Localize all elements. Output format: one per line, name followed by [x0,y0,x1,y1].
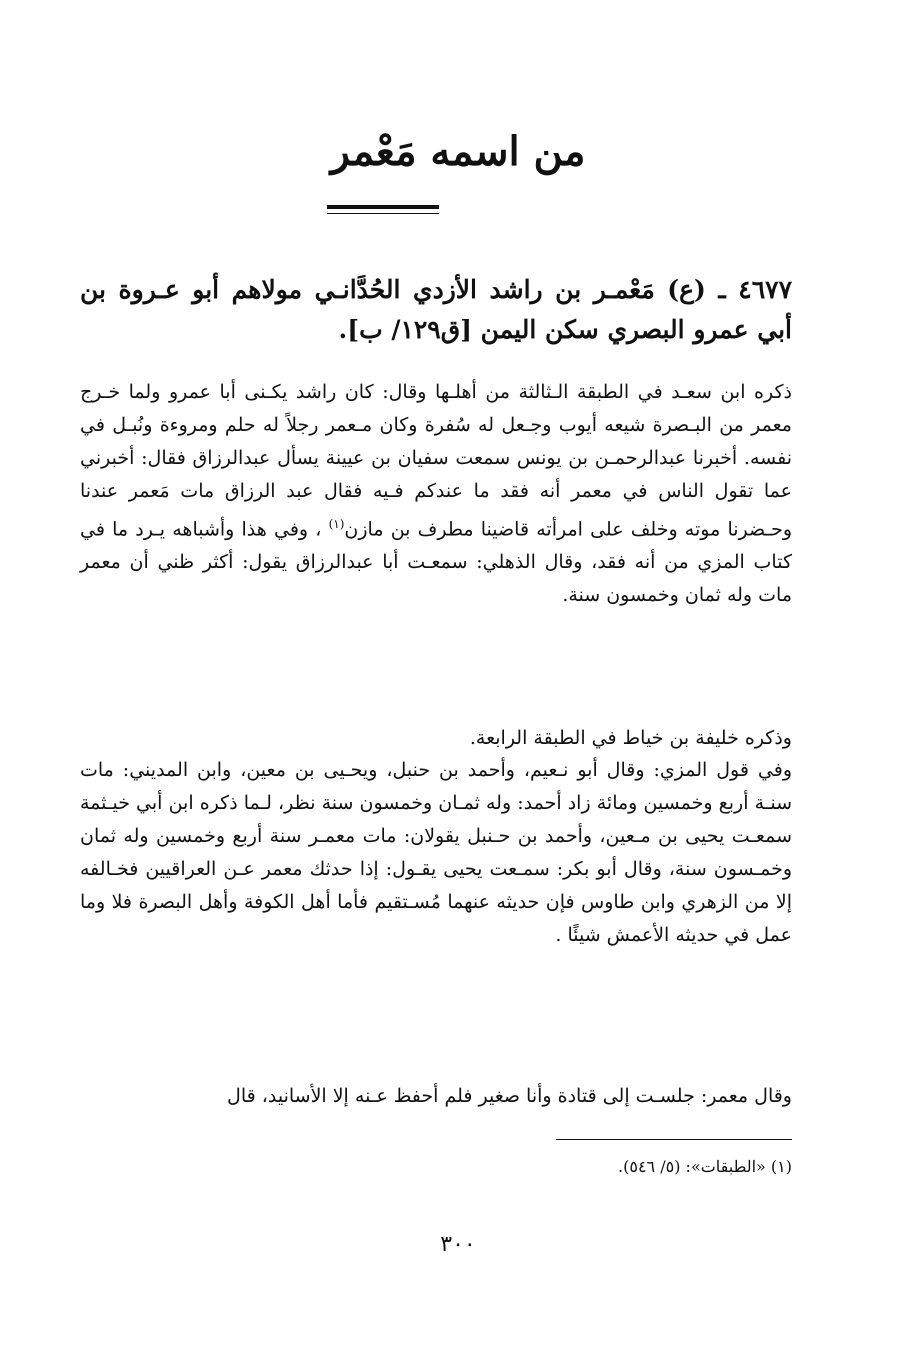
title-underline-thin [327,213,439,214]
footnote-marker: (١) [328,517,345,531]
footnote: (١) «الطبقات»: (٥/ ٥٤٦). [618,1157,792,1176]
page-number: ٣٠٠ [440,1232,476,1257]
paragraph-1-text-a: ذكره ابن سعـد في الطبقة الـثالثة من أهلـها وقال: كان راشد يكـنى أبا عمرو ولما خـرج معمر من البـصرة شيعه أيوب وجـعل له سُفرة وكان مـعمر رجلاً له حلم ومروءة ونُبـل في نفسه. أخبرنا عبدالرحمـن بن يونس سمعت سفيان بن عيينة يسأل عبدالرزاق فقال: أخبرني عما تقول الناس في معمر أنه فقد ما عندكم فـيه فقال عبد الرزاق مات مَعمر عندنا وحـضرنا موته وخلف على امرأته قاضينا مطرف بن مازن [80,381,792,541]
title-underline-thick [327,205,439,209]
paragraph-4: وقال معمر: جلسـت إلى قتادة وأنا صغير فلم أحفظ عـنه إلا الأسانيد، قال [227,1085,792,1107]
paragraph-1 [80,376,792,612]
entry-heading: ٤٦٧٧ ـ (ع) مَعْمـر بن راشد الأزدي الحُدَّانـي مولاهم أبو عـروة بن أبي عمرو البصري سكن اليمن [ق١٢٩/ ب]. [80,275,792,344]
chapter-title: من اسمه مَعْمر [330,128,586,175]
paragraph-2: وذكره خليفة بن خياط في الطبقة الرابعة. [469,727,792,749]
paragraph-3: وفي قول المزي: وقال أبو نـعيم، وأحمد بن حنبل، ويحـيى بن معين، وابن المديني: مات سنـة أربع وخمسين ومائة زاد أحمد: وله ثمـان وخمسون سنة نظر، لـما ذكره ابن أبي خيـثمة سمعـت يحيى بن مـعين، وأحمد بن حـنبل يقولان: مات معمـر سنة أربع وخمسين وله ثمان وخمـسون سنة، وقال أبو بكر: سمـعت يحيى يقـول: إذا حدثك معمر عـن العراقيين فخـالفه إلا من الزهري وابن طاوس فإن حديثه عنهما مُسـتقيم فأما أهل الكوفة وأهل البصرة فلا وما عمل في حديثه الأعمش شيئًا . [80,759,792,946]
footnote-separator [556,1139,792,1140]
paragraph-1-text-b: ، وفي هذا وأشباهه يـرد ما في كتاب المزي من أنه فقد، وقال الذهلي: سمعـت أبا عبدالرزاق يقول: أكثر ظني أن معمر مات وله ثمان وخمسون سنة. [80,518,792,607]
